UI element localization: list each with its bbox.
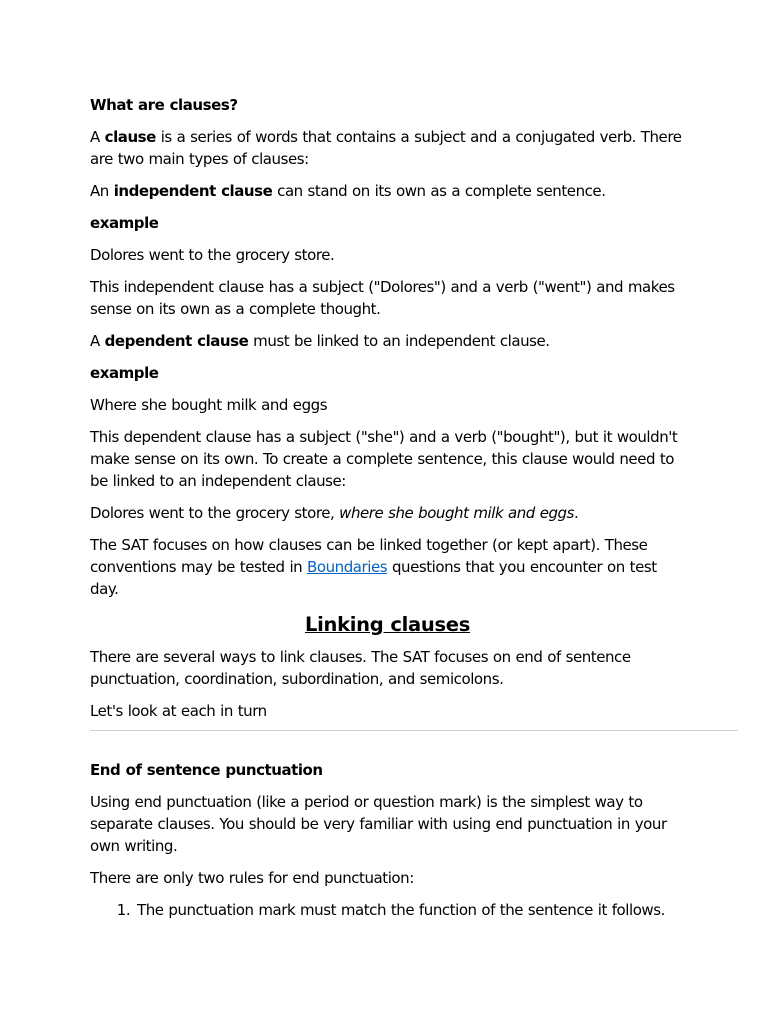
example-label: example xyxy=(90,214,159,232)
combined-sentence xyxy=(90,502,685,524)
dep-rest: must be linked to an independent clause. xyxy=(248,332,550,350)
section-title-linking-clauses: Linking clauses xyxy=(305,613,470,636)
sat-conventions-paragraph xyxy=(90,534,685,600)
dep-prefix: A xyxy=(90,332,105,350)
sat-prefix: The SAT focuses on how clauses can be linked together (or kept apart). These conventions may be tested in xyxy=(90,536,648,576)
end-punctuation-rules-lead: There are only two rules for end punctuation: xyxy=(90,869,414,887)
boundaries-link[interactable]: Boundaries xyxy=(307,558,388,576)
dependent-clause-explanation: This dependent clause has a subject ("she") and a verb ("bought"), but it wouldn't make sense on its own. To create a complete sentence, this clause would need to be linked to an independent clause: xyxy=(90,428,678,490)
section-divider xyxy=(90,730,738,731)
combined-suffix: . xyxy=(574,504,579,522)
dependent-clause-definition xyxy=(90,330,685,352)
heading-end-punctuation: End of sentence punctuation xyxy=(90,761,323,779)
rules-list xyxy=(90,899,685,921)
def-rest: is a series of words that contains a subject and a conjugated verb. There are two main types of clauses: xyxy=(90,128,682,168)
linking-lead: Let's look at each in turn xyxy=(90,702,267,720)
term-dependent-clause: dependent clause xyxy=(104,332,249,350)
independent-clause-explanation: This independent clause has a subject ("Dolores") and a verb ("went") and makes sense on its own as a complete thought. xyxy=(90,278,675,318)
combined-prefix: Dolores went to the grocery store, xyxy=(90,504,340,522)
list-item: 1. The punctuation mark must match the function of the sentence it follows. xyxy=(135,899,685,921)
combined-italic: where she bought milk and eggs xyxy=(339,504,574,522)
indep-prefix: An xyxy=(90,182,114,200)
document-body-lower xyxy=(90,759,685,921)
term-clause: clause xyxy=(104,128,156,146)
example-sentence: Dolores went to the grocery store. xyxy=(90,246,335,264)
linking-intro: There are several ways to link clauses. The SAT focuses on end of sentence punctuation, coordination, subordination, and semicolons. xyxy=(90,648,631,688)
example-sentence: Where she bought milk and eggs xyxy=(90,396,328,414)
end-punctuation-intro: Using end punctuation (like a period or question mark) is the simplest way to separate clauses. You should be very familiar with using end punctuation in your own writing. xyxy=(90,793,667,855)
clause-definition xyxy=(90,126,685,170)
term-independent-clause: independent clause xyxy=(113,182,273,200)
example-label: example xyxy=(90,364,159,382)
indep-rest: can stand on its own as a complete sentence. xyxy=(272,182,606,200)
document-body xyxy=(90,94,685,732)
independent-clause-definition xyxy=(90,180,685,202)
def-prefix: A xyxy=(90,128,105,146)
heading-what-are-clauses: What are clauses? xyxy=(90,96,238,114)
sat-suffix: questions that you encounter on test day. xyxy=(90,558,657,598)
